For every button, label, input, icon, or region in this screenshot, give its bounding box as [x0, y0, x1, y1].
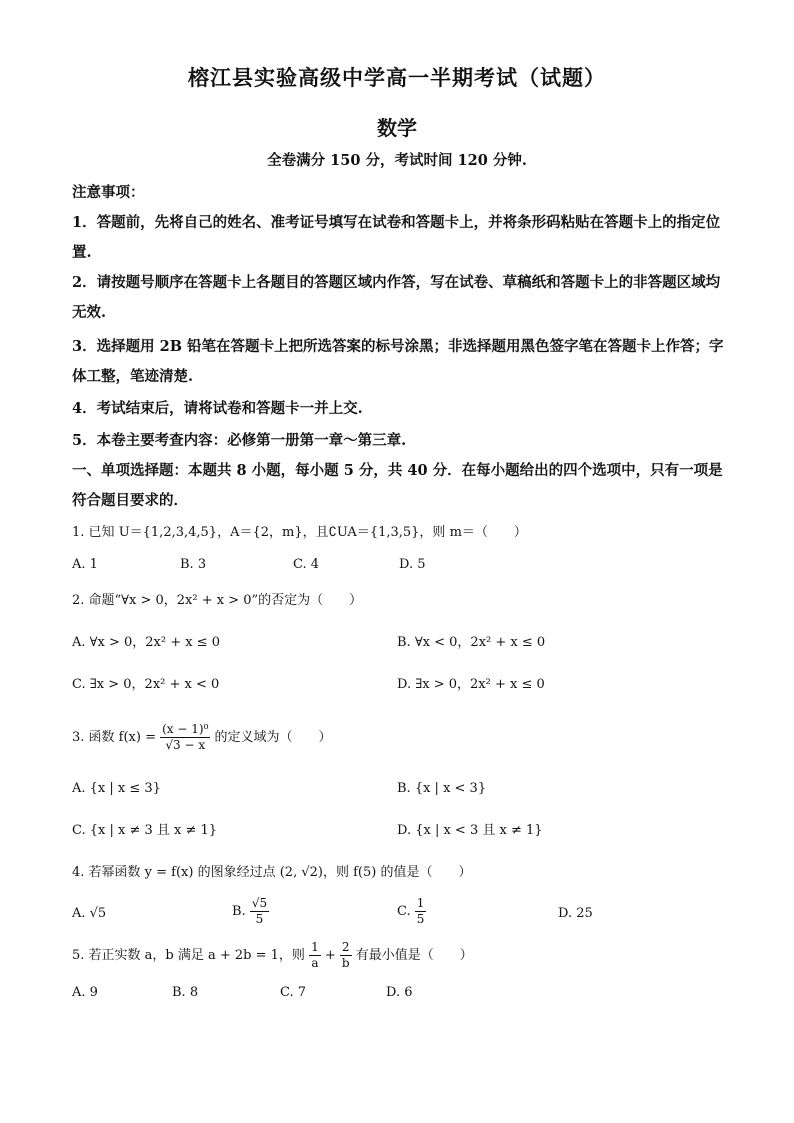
q4-option-b-denominator: 5: [255, 912, 264, 926]
question-5-plus: +: [324, 948, 336, 963]
question-3: [72, 722, 332, 753]
q4-option-c-label: C.: [397, 904, 411, 919]
q2-option-d: D. ∃x > 0，2x² + x ≤ 0: [397, 677, 545, 692]
question-1: [72, 522, 527, 544]
question-1-prefix: 1. 已知: [72, 525, 115, 540]
q5-option-b: B. 8: [172, 985, 199, 1000]
question-3-fraction: [160, 722, 210, 753]
question-5-fraction-1-den: a: [311, 956, 319, 970]
notice-item-1: 1．答题前，先将自己的姓名、准考证号填写在试卷和答题卡上，并将条形码粘贴在答题卡上的指定位置.: [72, 214, 721, 261]
q5-option-c: C. 7: [280, 985, 307, 1000]
notice-item-3: 3．选择题用 2B 铅笔在答题卡上把所选答案的标号涂黑；非选择题用黑色签字笔在答题卡上作答；字体工整，笔迹清楚.: [72, 338, 724, 385]
q4-option-c: [397, 896, 426, 927]
q3-option-d: D. {x | x < 3 且 x ≠ 1}: [397, 823, 543, 838]
question-3-numerator: (x − 1)⁰: [162, 722, 209, 736]
q4-option-c-numerator: 1: [416, 896, 425, 910]
question-5: [72, 940, 473, 971]
q2-option-c: C. ∃x > 0，2x² + x < 0: [72, 677, 220, 692]
exam-title: 榕江县实验高级中学高一半期考试（试题）: [188, 65, 606, 90]
q4-option-b: [232, 896, 269, 927]
question-5-fraction-2: [340, 940, 352, 971]
section-1-heading: 一、单项选择题：本题共 8 小题，每小题 5 分，共 40 分．在每小题给出的四个选项中，只有一项是符合题目要求的．: [72, 462, 723, 509]
q4-option-d: D. 25: [558, 906, 593, 921]
q5-option-d: D. 6: [386, 985, 413, 1000]
notice-item-5: 5．本卷主要考查内容：必修第一册第一章～第三章.: [72, 432, 407, 449]
question-5-fraction-2-num: 2: [340, 940, 352, 956]
q5-option-a: A. 9: [72, 985, 98, 1000]
q2-option-b: B. ∀x < 0，2x² + x ≤ 0: [397, 635, 546, 650]
question-5-fraction-2-den: b: [341, 956, 350, 970]
q4-option-b-label: B.: [232, 904, 246, 919]
q1-option-a: A. 1: [72, 557, 98, 572]
exam-info: 全卷满分 150 分，考试时间 120 分钟.: [267, 152, 527, 169]
q3-option-b: B. {x | x < 3}: [397, 781, 487, 796]
subject-title: 数学: [377, 116, 417, 140]
notice-heading: 注意事项：: [72, 184, 145, 201]
question-1-text: U＝{1,2,3,4,5}，A＝{2，m}，且∁UA＝{1,3,5}，则 m＝（ ）: [118, 525, 527, 540]
q1-option-b: B. 3: [180, 557, 207, 572]
q2-option-a: A. ∀x > 0，2x² + x ≤ 0: [72, 635, 220, 650]
question-5-prefix: 5. 若正实数 a，b 满足 a + 2b = 1，则: [72, 948, 305, 963]
question-4: 4. 若幂函数 y = f(x) 的图象经过点 (2, √2)，则 f(5) 的值是（ ）: [72, 865, 472, 880]
question-5-fraction-1: [309, 940, 321, 971]
q3-option-c: C. {x | x ≠ 3 且 x ≠ 1}: [72, 823, 218, 838]
question-3-denominator: √3 − x: [165, 738, 206, 752]
q4-option-c-fraction: [415, 896, 427, 927]
q4-option-a: A. √5: [72, 906, 107, 921]
q4-option-b-numerator: √5: [251, 896, 268, 910]
q4-option-c-denominator: 5: [416, 912, 425, 926]
question-3-suffix: 的定义域为（ ）: [214, 730, 332, 745]
question-2: 2. 命题“∀x > 0，2x² + x > 0”的否定为（ ）: [72, 593, 363, 608]
question-5-fraction-1-num: 1: [311, 940, 319, 954]
q1-option-c: C. 4: [293, 557, 320, 572]
q1-option-d: D. 5: [399, 557, 426, 572]
question-5-suffix: 有最小值是（ ）: [355, 948, 473, 963]
notice-item-4: 4．考试结束后，请将试卷和答题卡一并上交.: [72, 400, 363, 417]
q4-option-b-fraction: [250, 896, 269, 927]
q3-option-a: A. {x | x ≤ 3}: [72, 781, 161, 796]
notice-item-2: 2．请按题号顺序在答题卡上各题目的答题区域内作答，写在试卷、草稿纸和答题卡上的非答题区域均无效.: [72, 274, 721, 321]
question-3-prefix: 3. 函数 f(x) =: [72, 730, 161, 745]
